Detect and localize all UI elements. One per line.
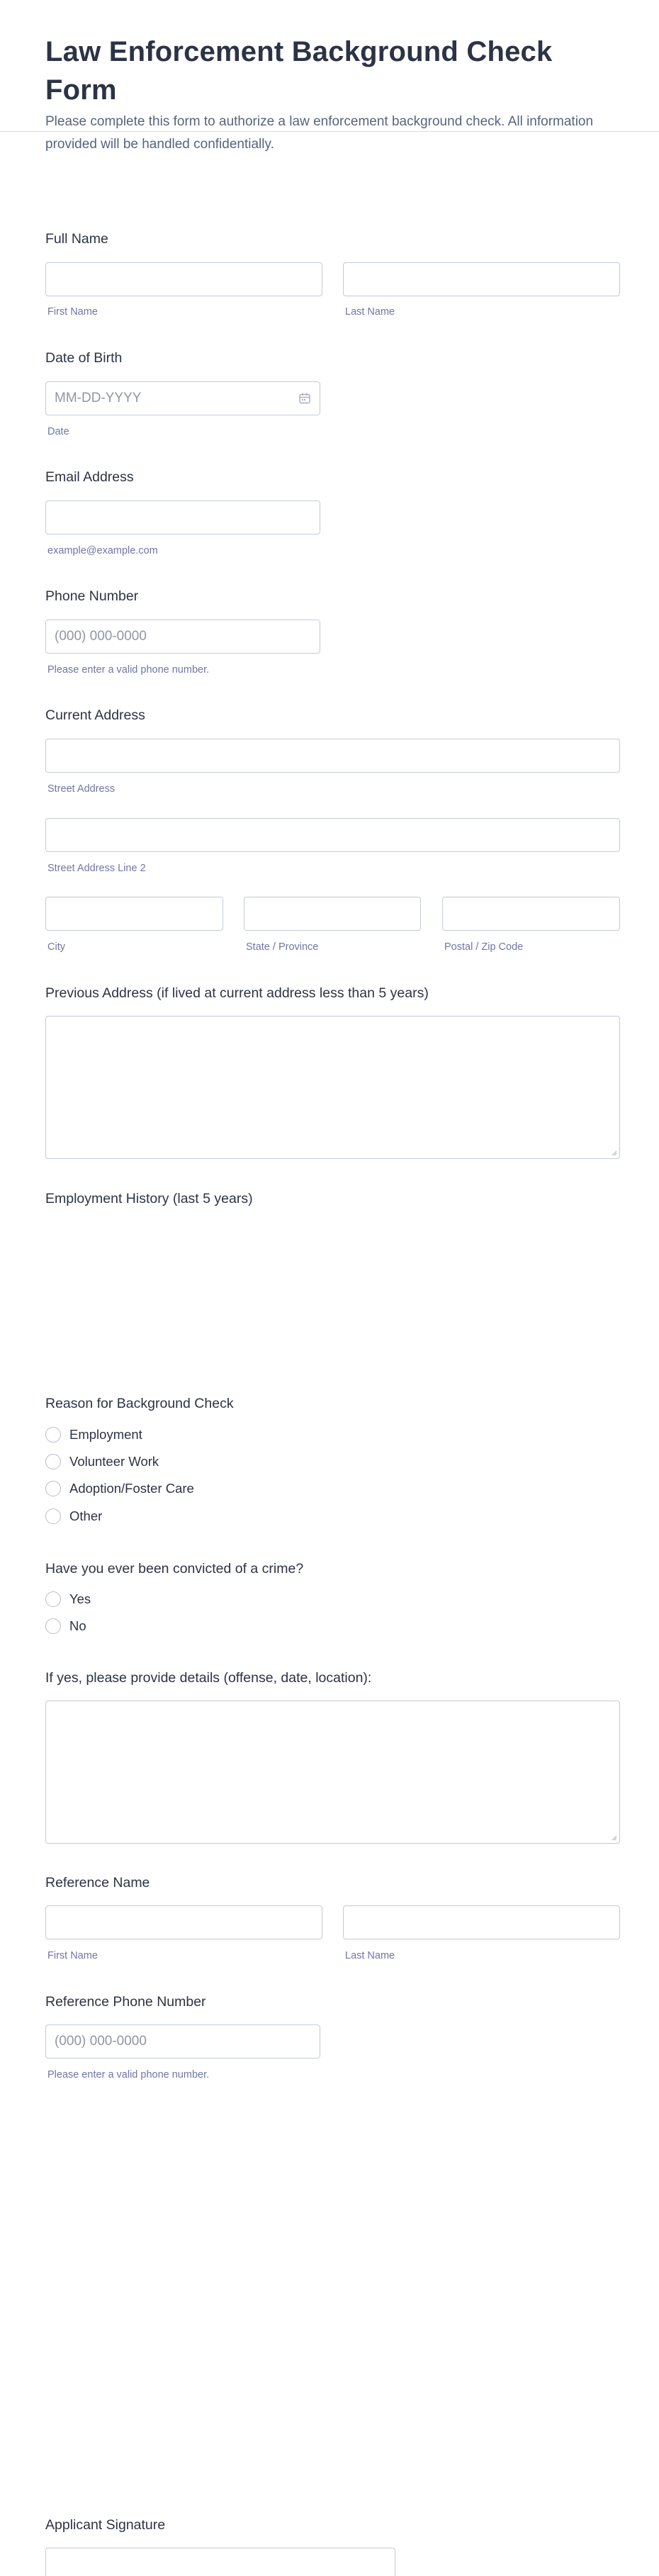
email-sublabel: example@example.com <box>47 545 158 556</box>
address-field <box>45 707 619 724</box>
dob-label: Date of Birth <box>45 350 123 366</box>
radio-label: Other <box>69 1508 103 1523</box>
signature-pad[interactable] <box>45 2548 395 2576</box>
street-address-line2-sublabel: Street Address Line 2 <box>47 863 146 874</box>
radio-label: Adoption/Foster Care <box>69 1481 194 1496</box>
form-header <box>0 0 659 152</box>
signature-label: Applicant Signature <box>45 2517 166 2533</box>
reference-last-name-input[interactable] <box>343 1905 620 1939</box>
resize-handle-icon[interactable] <box>612 1835 617 1841</box>
previous-address-label: Previous Address (if lived at current address less than 5 years) <box>45 985 429 1001</box>
phone-input[interactable] <box>45 620 320 654</box>
dob-field <box>45 350 619 366</box>
first-name-sublabel: First Name <box>47 306 98 318</box>
email-input[interactable] <box>45 500 320 534</box>
full-name-label: Full Name <box>45 231 108 247</box>
form-subtitle: Please complete this form to authorize a law enforcement background check. All information provided will be handled confidentially. <box>45 114 594 152</box>
convicted-option-yes[interactable] <box>45 1591 91 1607</box>
reference-name-label: Reference Name <box>45 1875 150 1891</box>
details-field <box>45 1670 619 1686</box>
reference-last-name-sublabel: Last Name <box>345 1950 395 1961</box>
employment-history-field <box>45 1191 619 1207</box>
form-title: Law Enforcement Background Check Form <box>45 36 553 106</box>
convicted-label: Have you ever been convicted of a crime? <box>45 1561 304 1577</box>
street-address-sublabel: Street Address <box>47 783 116 795</box>
reference-name-field <box>45 1875 619 1891</box>
reference-phone-field <box>45 1994 619 2010</box>
city-sublabel: City <box>47 941 65 953</box>
reference-first-name-sublabel: First Name <box>47 1950 98 1961</box>
radio-label: Employment <box>69 1427 142 1442</box>
radio-button[interactable] <box>45 1454 61 1469</box>
previous-address-textarea[interactable] <box>45 1016 620 1159</box>
last-name-input[interactable] <box>343 262 620 296</box>
previous-address-field <box>45 985 619 1002</box>
radio-label: Volunteer Work <box>69 1454 159 1469</box>
phone-field <box>45 588 619 605</box>
convicted-option-no[interactable] <box>45 1618 86 1634</box>
signature-field <box>45 2517 619 2533</box>
first-name-input[interactable] <box>45 262 322 296</box>
state-input[interactable] <box>244 897 421 931</box>
email-field <box>45 469 619 486</box>
reference-first-name-input[interactable] <box>45 1905 322 1939</box>
phone-sublabel: Please enter a valid phone number. <box>47 664 210 676</box>
phone-label: Phone Number <box>45 588 139 604</box>
radio-button[interactable] <box>45 1618 61 1634</box>
details-label: If yes, please provide details (offense, date, location): <box>45 1670 372 1686</box>
dob-sublabel: Date <box>47 426 69 437</box>
dob-input[interactable] <box>45 381 320 415</box>
address-label: Current Address <box>45 707 145 723</box>
email-label: Email Address <box>45 469 134 485</box>
reference-phone-input[interactable] <box>45 2025 320 2059</box>
last-name-sublabel: Last Name <box>345 306 395 318</box>
reason-option-volunteer[interactable] <box>45 1454 159 1469</box>
phone-placeholder: (000) 000-0000 <box>55 629 147 644</box>
city-input[interactable] <box>45 897 223 931</box>
reference-phone-label: Reference Phone Number <box>45 1994 206 2010</box>
street-address-input[interactable] <box>45 739 620 773</box>
radio-button[interactable] <box>45 1508 61 1524</box>
radio-button[interactable] <box>45 1427 61 1443</box>
reference-phone-placeholder: (000) 000-0000 <box>55 2034 147 2049</box>
reason-label: Reason for Background Check <box>45 1396 234 1411</box>
reference-phone-sublabel: Please enter a valid phone number. <box>47 2069 210 2081</box>
radio-label: Yes <box>69 1591 91 1606</box>
reason-field <box>45 1396 619 1412</box>
dob-placeholder: MM-DD-YYYY <box>55 391 142 405</box>
radio-button[interactable] <box>45 1591 61 1607</box>
resize-handle-icon[interactable] <box>612 1150 617 1156</box>
reason-option-other[interactable] <box>45 1508 102 1524</box>
reason-option-employment[interactable] <box>45 1427 142 1443</box>
employment-history-label: Employment History (last 5 years) <box>45 1191 253 1206</box>
zip-sublabel: Postal / Zip Code <box>444 941 524 953</box>
radio-label: No <box>69 1618 86 1633</box>
radio-button[interactable] <box>45 1481 61 1496</box>
details-textarea[interactable] <box>45 1701 620 1844</box>
full-name-field <box>45 231 619 247</box>
convicted-field <box>45 1561 619 1577</box>
street-address-line2-input[interactable] <box>45 818 620 852</box>
state-sublabel: State / Province <box>246 941 319 953</box>
zip-input[interactable] <box>442 897 620 931</box>
calendar-icon[interactable] <box>298 392 311 405</box>
reason-option-adoption[interactable] <box>45 1481 194 1496</box>
